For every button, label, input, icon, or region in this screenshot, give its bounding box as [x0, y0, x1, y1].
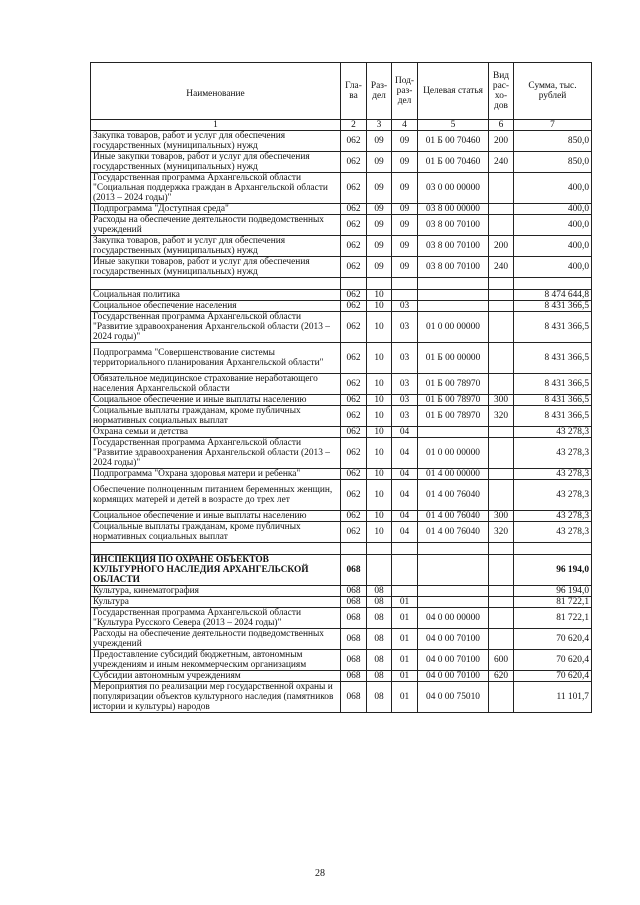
cell-target-article	[418, 278, 489, 290]
cell-subsection	[392, 278, 418, 290]
cell-sum: 8 431 366,5	[514, 395, 592, 406]
table-row	[91, 204, 592, 215]
col-number: 7	[514, 120, 592, 131]
cell-expense-type	[489, 374, 514, 395]
cell-name: Социальные выплаты гражданам, кроме публичных нормативных социальных выплат	[91, 522, 341, 543]
cell-expense-type	[489, 278, 514, 290]
cell-expense-type	[489, 301, 514, 312]
cell-section: 10	[367, 343, 392, 374]
cell-sum: 96 194,0	[514, 586, 592, 597]
cell-sum: 8 431 366,5	[514, 406, 592, 427]
table-row	[91, 511, 592, 522]
cell-expense-type	[489, 438, 514, 469]
cell-subsection: 03	[392, 395, 418, 406]
table-row	[91, 312, 592, 343]
cell-target-article	[418, 597, 489, 608]
table-row	[91, 555, 592, 586]
cell-name: Расходы на обеспечение деятельности подведомственных учреждений	[91, 629, 341, 650]
cell-expense-type: 240	[489, 152, 514, 173]
cell-chapter: 062	[341, 511, 367, 522]
cell-sum: 8 431 366,5	[514, 343, 592, 374]
cell-target-article: 03 8 00 70100	[418, 215, 489, 236]
cell-name: Предоставление субсидий бюджетным, автономным учреждениям и иным некоммерческим организациям	[91, 650, 341, 671]
cell-section: 08	[367, 650, 392, 671]
cell-target-article: 04 0 00 00000	[418, 608, 489, 629]
cell-subsection: 03	[392, 343, 418, 374]
cell-chapter: 062	[341, 152, 367, 173]
cell-expense-type	[489, 469, 514, 480]
cell-name: Государственная программа Архангельской области "Культура Русского Севера (2013 – 2024 годы)"	[91, 608, 341, 629]
cell-section: 09	[367, 257, 392, 278]
cell-name: ИНСПЕКЦИЯ ПО ОХРАНЕ ОБЪЕКТОВ КУЛЬТУРНОГО НАСЛЕДИЯ АРХАНГЕЛЬСКОЙ ОБЛАСТИ	[91, 555, 341, 586]
cell-expense-type	[489, 215, 514, 236]
cell-chapter: 068	[341, 650, 367, 671]
cell-name: Подпрограмма "Охрана здоровья матери и ребенка"	[91, 469, 341, 480]
cell-section: 08	[367, 608, 392, 629]
cell-subsection: 04	[392, 469, 418, 480]
cell-name: Социальное обеспечение населения	[91, 301, 341, 312]
budget-sheet	[90, 62, 591, 713]
cell-expense-type	[489, 586, 514, 597]
table-row	[91, 406, 592, 427]
cell-section: 10	[367, 438, 392, 469]
cell-chapter: 062	[341, 469, 367, 480]
cell-subsection: 09	[392, 236, 418, 257]
cell-target-article	[418, 555, 489, 586]
cell-chapter: 062	[341, 374, 367, 395]
cell-target-article: 03 8 00 70100	[418, 257, 489, 278]
cell-name: Подпрограмма "Совершенствование системы территориального планирования Архангельской области"	[91, 343, 341, 374]
cell-chapter: 062	[341, 480, 367, 511]
header-row	[91, 63, 592, 120]
cell-section: 10	[367, 469, 392, 480]
cell-expense-type: 200	[489, 131, 514, 152]
cell-name: Охрана семьи и детства	[91, 427, 341, 438]
cell-sum: 8 431 366,5	[514, 312, 592, 343]
cell-chapter: 062	[341, 312, 367, 343]
table-row	[91, 152, 592, 173]
cell-expense-type	[489, 608, 514, 629]
cell-section	[367, 543, 392, 555]
cell-section: 09	[367, 131, 392, 152]
cell-section: 10	[367, 427, 392, 438]
cell-sum: 400,0	[514, 236, 592, 257]
cell-chapter: 062	[341, 395, 367, 406]
col-header-sum: Сумма, тыс. рублей	[514, 63, 592, 120]
cell-subsection: 09	[392, 257, 418, 278]
table-row	[91, 597, 592, 608]
cell-target-article	[418, 586, 489, 597]
table-row	[91, 215, 592, 236]
table-row	[91, 278, 592, 290]
table-row	[91, 586, 592, 597]
col-number: 2	[341, 120, 367, 131]
cell-sum: 400,0	[514, 257, 592, 278]
col-number: 3	[367, 120, 392, 131]
cell-expense-type: 620	[489, 671, 514, 682]
cell-chapter	[341, 278, 367, 290]
cell-name: Закупка товаров, работ и услуг для обеспечения государственных (муниципальных) нужд	[91, 131, 341, 152]
cell-sum: 43 278,3	[514, 522, 592, 543]
table-row	[91, 469, 592, 480]
cell-expense-type	[489, 597, 514, 608]
cell-expense-type	[489, 427, 514, 438]
cell-section: 08	[367, 597, 392, 608]
cell-expense-type: 320	[489, 406, 514, 427]
cell-subsection: 01	[392, 629, 418, 650]
cell-chapter: 062	[341, 406, 367, 427]
cell-chapter: 068	[341, 629, 367, 650]
col-header-chapter: Гла-ва	[341, 63, 367, 120]
cell-expense-type: 200	[489, 236, 514, 257]
cell-subsection: 03	[392, 312, 418, 343]
cell-subsection: 01	[392, 650, 418, 671]
cell-target-article	[418, 290, 489, 301]
table-row	[91, 650, 592, 671]
cell-sum: 8 431 366,5	[514, 301, 592, 312]
cell-subsection: 03	[392, 374, 418, 395]
cell-section: 10	[367, 522, 392, 543]
cell-name	[91, 543, 341, 555]
cell-name: Социальное обеспечение и иные выплаты населению	[91, 395, 341, 406]
cell-sum: 43 278,3	[514, 469, 592, 480]
cell-subsection: 04	[392, 480, 418, 511]
cell-name: Иные закупки товаров, работ и услуг для обеспечения государственных (муниципальных) нужд	[91, 152, 341, 173]
cell-expense-type	[489, 343, 514, 374]
cell-expense-type	[489, 682, 514, 713]
cell-name: Иные закупки товаров, работ и услуг для обеспечения государственных (муниципальных) нужд	[91, 257, 341, 278]
cell-name: Обязательное медицинское страхование неработающего населения Архангельской области	[91, 374, 341, 395]
cell-subsection: 04	[392, 522, 418, 543]
cell-name: Государственная программа Архангельской области "Социальная поддержка граждан в Архангельской области (2013 – 2024 годы)"	[91, 173, 341, 204]
col-header-name: Наименование	[91, 63, 341, 120]
cell-section: 09	[367, 215, 392, 236]
col-header-expense-type: Вид рас-хо-дов	[489, 63, 514, 120]
cell-target-article: 03 8 00 00000	[418, 204, 489, 215]
cell-expense-type	[489, 555, 514, 586]
col-number: 6	[489, 120, 514, 131]
cell-sum	[514, 278, 592, 290]
table-row	[91, 131, 592, 152]
table-row	[91, 480, 592, 511]
cell-sum: 96 194,0	[514, 555, 592, 586]
cell-expense-type	[489, 629, 514, 650]
cell-chapter: 062	[341, 131, 367, 152]
cell-section: 09	[367, 236, 392, 257]
cell-expense-type	[489, 290, 514, 301]
cell-chapter: 062	[341, 236, 367, 257]
cell-subsection: 03	[392, 406, 418, 427]
cell-target-article: 01 0 00 00000	[418, 312, 489, 343]
cell-chapter: 062	[341, 438, 367, 469]
cell-subsection: 01	[392, 682, 418, 713]
cell-chapter: 068	[341, 608, 367, 629]
cell-expense-type: 320	[489, 522, 514, 543]
table-row	[91, 543, 592, 555]
cell-section: 09	[367, 173, 392, 204]
cell-expense-type: 300	[489, 511, 514, 522]
table-row	[91, 290, 592, 301]
cell-subsection: 09	[392, 204, 418, 215]
cell-subsection	[392, 555, 418, 586]
cell-name: Государственная программа Архангельской области "Развитие здравоохранения Архангельской области (2013 – 2024 годы)"	[91, 438, 341, 469]
cell-section: 10	[367, 406, 392, 427]
cell-subsection: 09	[392, 152, 418, 173]
cell-chapter: 062	[341, 343, 367, 374]
cell-name: Социальные выплаты гражданам, кроме публичных нормативных социальных выплат	[91, 406, 341, 427]
cell-target-article: 01 Б 00 78970	[418, 374, 489, 395]
cell-target-article	[418, 301, 489, 312]
cell-sum: 400,0	[514, 215, 592, 236]
cell-target-article: 03 0 00 00000	[418, 173, 489, 204]
cell-sum: 8 474 644,8	[514, 290, 592, 301]
cell-target-article: 01 Б 00 78970	[418, 395, 489, 406]
cell-subsection: 03	[392, 301, 418, 312]
cell-expense-type	[489, 204, 514, 215]
cell-target-article: 01 4 00 76040	[418, 511, 489, 522]
cell-target-article: 04 0 00 70100	[418, 629, 489, 650]
cell-target-article: 01 4 00 76040	[418, 480, 489, 511]
cell-target-article: 01 Б 00 70460	[418, 131, 489, 152]
cell-sum: 81 722,1	[514, 608, 592, 629]
col-header-section: Раз-дел	[367, 63, 392, 120]
table-row	[91, 629, 592, 650]
col-number: 5	[418, 120, 489, 131]
cell-subsection: 04	[392, 427, 418, 438]
cell-name: Социальное обеспечение и иные выплаты населению	[91, 511, 341, 522]
cell-sum: 8 431 366,5	[514, 374, 592, 395]
cell-target-article: 01 0 00 00000	[418, 438, 489, 469]
cell-sum: 43 278,3	[514, 511, 592, 522]
cell-target-article: 01 Б 00 00000	[418, 343, 489, 374]
page-number: 28	[315, 868, 325, 879]
table-row	[91, 343, 592, 374]
cell-expense-type: 600	[489, 650, 514, 671]
cell-expense-type	[489, 312, 514, 343]
cell-chapter: 068	[341, 597, 367, 608]
cell-chapter: 062	[341, 257, 367, 278]
cell-name: Обеспечение полноценным питанием беременных женщин, кормящих матерей и детей в возрасте до трех лет	[91, 480, 341, 511]
cell-section: 08	[367, 682, 392, 713]
cell-section: 10	[367, 312, 392, 343]
cell-subsection	[392, 586, 418, 597]
cell-section: 10	[367, 511, 392, 522]
cell-chapter: 062	[341, 290, 367, 301]
cell-target-article: 04 0 00 75010	[418, 682, 489, 713]
column-number-row	[91, 120, 592, 131]
cell-sum: 70 620,4	[514, 671, 592, 682]
cell-sum: 81 722,1	[514, 597, 592, 608]
table-row	[91, 682, 592, 713]
cell-section: 08	[367, 629, 392, 650]
cell-name: Закупка товаров, работ и услуг для обеспечения государственных (муниципальных) нужд	[91, 236, 341, 257]
table-row	[91, 427, 592, 438]
cell-name: Культура, кинематография	[91, 586, 341, 597]
cell-sum: 850,0	[514, 152, 592, 173]
cell-subsection	[392, 290, 418, 301]
table-row	[91, 236, 592, 257]
cell-subsection: 01	[392, 597, 418, 608]
cell-section: 08	[367, 586, 392, 597]
cell-expense-type: 300	[489, 395, 514, 406]
cell-section: 10	[367, 395, 392, 406]
cell-chapter: 068	[341, 671, 367, 682]
cell-name: Подпрограмма "Доступная среда"	[91, 204, 341, 215]
cell-target-article: 01 4 00 76040	[418, 522, 489, 543]
cell-name: Мероприятия по реализации мер государственной охраны и популяризации объектов культурного наследия (памятников истории и культуры) народов	[91, 682, 341, 713]
table-row	[91, 301, 592, 312]
cell-section: 10	[367, 480, 392, 511]
cell-target-article: 04 0 00 70100	[418, 650, 489, 671]
cell-name: Культура	[91, 597, 341, 608]
cell-expense-type	[489, 543, 514, 555]
cell-expense-type	[489, 173, 514, 204]
cell-section: 10	[367, 374, 392, 395]
cell-subsection: 04	[392, 511, 418, 522]
col-header-target-article: Целевая статья	[418, 63, 489, 120]
cell-sum: 70 620,4	[514, 650, 592, 671]
cell-subsection: 01	[392, 608, 418, 629]
table-row	[91, 374, 592, 395]
table-row	[91, 522, 592, 543]
table-row	[91, 173, 592, 204]
col-number: 1	[91, 120, 341, 131]
cell-subsection: 04	[392, 438, 418, 469]
cell-chapter: 062	[341, 215, 367, 236]
cell-subsection	[392, 543, 418, 555]
budget-table	[90, 62, 592, 713]
cell-chapter: 068	[341, 586, 367, 597]
cell-section: 10	[367, 301, 392, 312]
cell-sum	[514, 543, 592, 555]
cell-target-article: 04 0 00 70100	[418, 671, 489, 682]
cell-sum: 70 620,4	[514, 629, 592, 650]
cell-subsection: 01	[392, 671, 418, 682]
cell-name: Государственная программа Архангельской области "Развитие здравоохранения Архангельской области (2013 – 2024 годы)"	[91, 312, 341, 343]
cell-target-article	[418, 427, 489, 438]
table-row	[91, 257, 592, 278]
cell-chapter: 062	[341, 301, 367, 312]
cell-section: 09	[367, 204, 392, 215]
cell-chapter: 062	[341, 204, 367, 215]
cell-sum: 43 278,3	[514, 438, 592, 469]
cell-expense-type	[489, 480, 514, 511]
cell-name: Субсидии автономным учреждениям	[91, 671, 341, 682]
cell-sum: 43 278,3	[514, 480, 592, 511]
cell-sum: 850,0	[514, 131, 592, 152]
table-body	[91, 131, 592, 713]
cell-section: 09	[367, 152, 392, 173]
cell-target-article: 01 4 00 00000	[418, 469, 489, 480]
cell-section	[367, 555, 392, 586]
cell-target-article: 03 8 00 70100	[418, 236, 489, 257]
cell-subsection: 09	[392, 173, 418, 204]
cell-section	[367, 278, 392, 290]
cell-chapter: 068	[341, 555, 367, 586]
cell-chapter: 062	[341, 173, 367, 204]
cell-chapter	[341, 543, 367, 555]
cell-sum: 43 278,3	[514, 427, 592, 438]
cell-expense-type: 240	[489, 257, 514, 278]
cell-target-article: 01 Б 00 70460	[418, 152, 489, 173]
cell-name: Социальная политика	[91, 290, 341, 301]
col-number: 4	[392, 120, 418, 131]
cell-sum: 400,0	[514, 204, 592, 215]
table-row	[91, 395, 592, 406]
cell-name	[91, 278, 341, 290]
col-header-subsection: Под-раз-дел	[392, 63, 418, 120]
table-row	[91, 671, 592, 682]
cell-section: 10	[367, 290, 392, 301]
cell-target-article: 01 Б 00 78970	[418, 406, 489, 427]
cell-sum: 11 101,7	[514, 682, 592, 713]
cell-chapter: 062	[341, 427, 367, 438]
cell-chapter: 068	[341, 682, 367, 713]
cell-section: 08	[367, 671, 392, 682]
cell-chapter: 062	[341, 522, 367, 543]
cell-subsection: 09	[392, 131, 418, 152]
cell-name: Расходы на обеспечение деятельности подведомственных учреждений	[91, 215, 341, 236]
cell-sum: 400,0	[514, 173, 592, 204]
table-row	[91, 608, 592, 629]
table-row	[91, 438, 592, 469]
cell-subsection: 09	[392, 215, 418, 236]
cell-target-article	[418, 543, 489, 555]
